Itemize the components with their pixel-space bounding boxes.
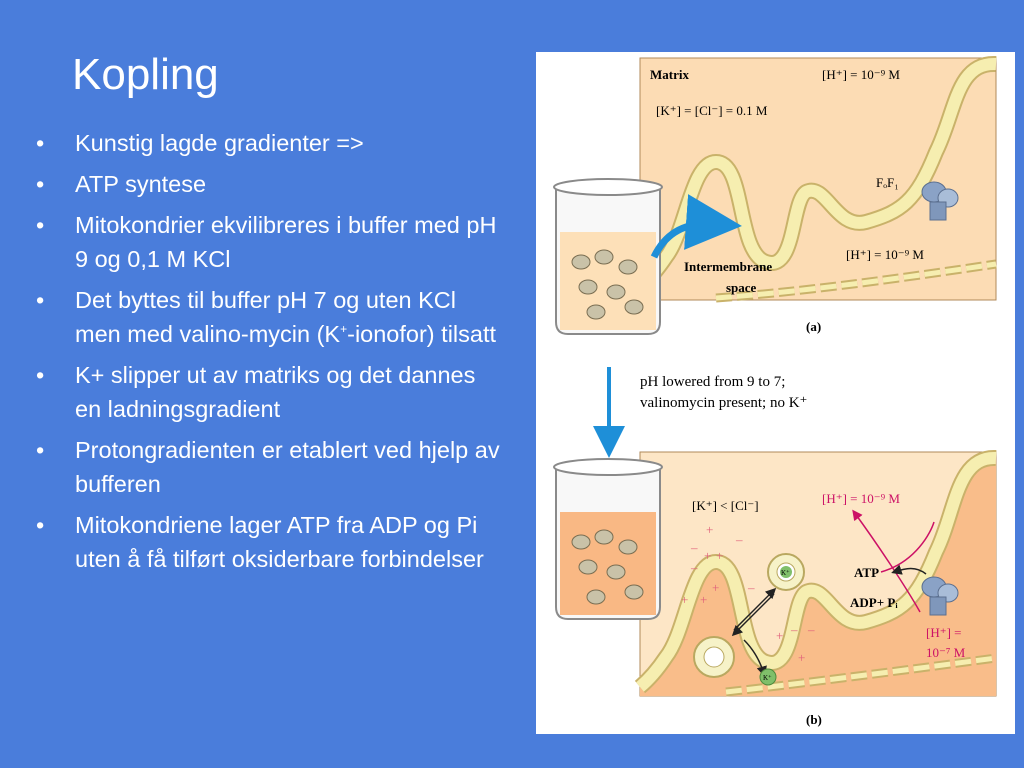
svg-text:–: – [691, 560, 698, 575]
svg-text:–: – [791, 622, 798, 637]
svg-text:+: + [706, 522, 714, 537]
bullet-text-part: Det byttes til buffer pH 7 og uten KCl men med valino-mycin (K [75, 287, 456, 347]
svg-text:+: + [700, 592, 708, 607]
bullet-dot: • [36, 437, 45, 463]
bullet-text: Protongradienten er etablert ved hjelp av bufferen [75, 437, 500, 497]
k-cl-relation: [K⁺] < [Cl⁻] [692, 498, 759, 513]
bullet-text: ATP syntese [75, 171, 207, 197]
bullet-dot: • [36, 362, 45, 388]
bullet-dot: • [36, 287, 45, 313]
caption-b: (b) [806, 712, 822, 727]
bullet-dot: • [36, 171, 45, 197]
svg-text:+: + [681, 592, 689, 607]
bullet-dot: • [36, 212, 45, 238]
svg-text:–: – [808, 622, 815, 637]
panel-b [640, 452, 996, 727]
intermembrane-h-b-1: [H⁺] = [926, 625, 962, 640]
svg-text:+: + [716, 548, 724, 563]
beaker-b-icon [554, 459, 662, 619]
valinomycin-icon [694, 637, 734, 677]
beaker-a-icon [554, 179, 662, 334]
bullet-item [30, 508, 500, 576]
matrix-h-concentration-b: [H⁺] = 10⁻⁹ M [822, 491, 900, 506]
matrix-h-concentration: [H⁺] = 10⁻⁹ M [822, 67, 900, 82]
bullet-text: Mitokondriene lager ATP fra ADP og Pi uten å få tilført oksiderbare forbindelser [75, 512, 484, 572]
bullet-item [30, 433, 500, 501]
atp-label: ATP [854, 565, 880, 580]
bullet-superscript: + [340, 322, 348, 337]
intermembrane-h-concentration: [H⁺] = 10⁻⁹ M [846, 247, 924, 262]
bullet-dot: • [36, 130, 45, 156]
space-label: space [726, 280, 757, 295]
svg-text:+: + [798, 650, 806, 665]
bullet-text: Kunstig lagde gradienter => [75, 130, 364, 156]
bullet-text: Mitokondrier ekvilibreres i buffer med pH 9 og 0,1 M KCl [75, 212, 497, 272]
bullet-item [30, 126, 500, 160]
k-ion-label: K⁺ [781, 569, 790, 577]
bullet-text [75, 287, 496, 347]
bullet-text: K+ slipper ut av matriks og det dannes en ladningsgradient [75, 362, 476, 422]
caption-a: (a) [806, 319, 822, 334]
k-ion-label: K⁺ [763, 674, 772, 682]
intermembrane-label: Intermembrane [684, 259, 773, 274]
bullet-item [30, 208, 500, 276]
enzyme-label: FₒF₁ [876, 175, 899, 190]
transition-line-2: valinomycin present; no K⁺ [640, 395, 808, 411]
svg-text:+: + [776, 628, 784, 643]
svg-text:–: – [691, 540, 698, 555]
transition-line-1: pH lowered from 9 to 7; [640, 374, 786, 390]
k-cl-concentration: [K⁺] = [Cl⁻] = 0.1 M [656, 103, 768, 118]
bullet-item [30, 358, 500, 426]
adp-label: ADP+ Pᵢ [850, 595, 898, 610]
intermembrane-h-b-2: 10⁻⁷ M [926, 645, 966, 660]
mitochondria-figure [536, 52, 1015, 734]
bullet-item [30, 283, 500, 351]
svg-text:–: – [748, 580, 755, 595]
svg-text:–: – [736, 532, 743, 547]
svg-text:+: + [704, 548, 712, 563]
svg-text:+: + [712, 580, 720, 595]
matrix-label: Matrix [650, 67, 689, 82]
slide-title: Kopling [72, 50, 219, 99]
bullet-dot: • [36, 512, 45, 538]
panel-a [640, 58, 996, 334]
bullet-item [30, 167, 500, 201]
bullet-list [30, 126, 500, 583]
bullet-text-part: -ionofor) tilsatt [347, 321, 497, 347]
